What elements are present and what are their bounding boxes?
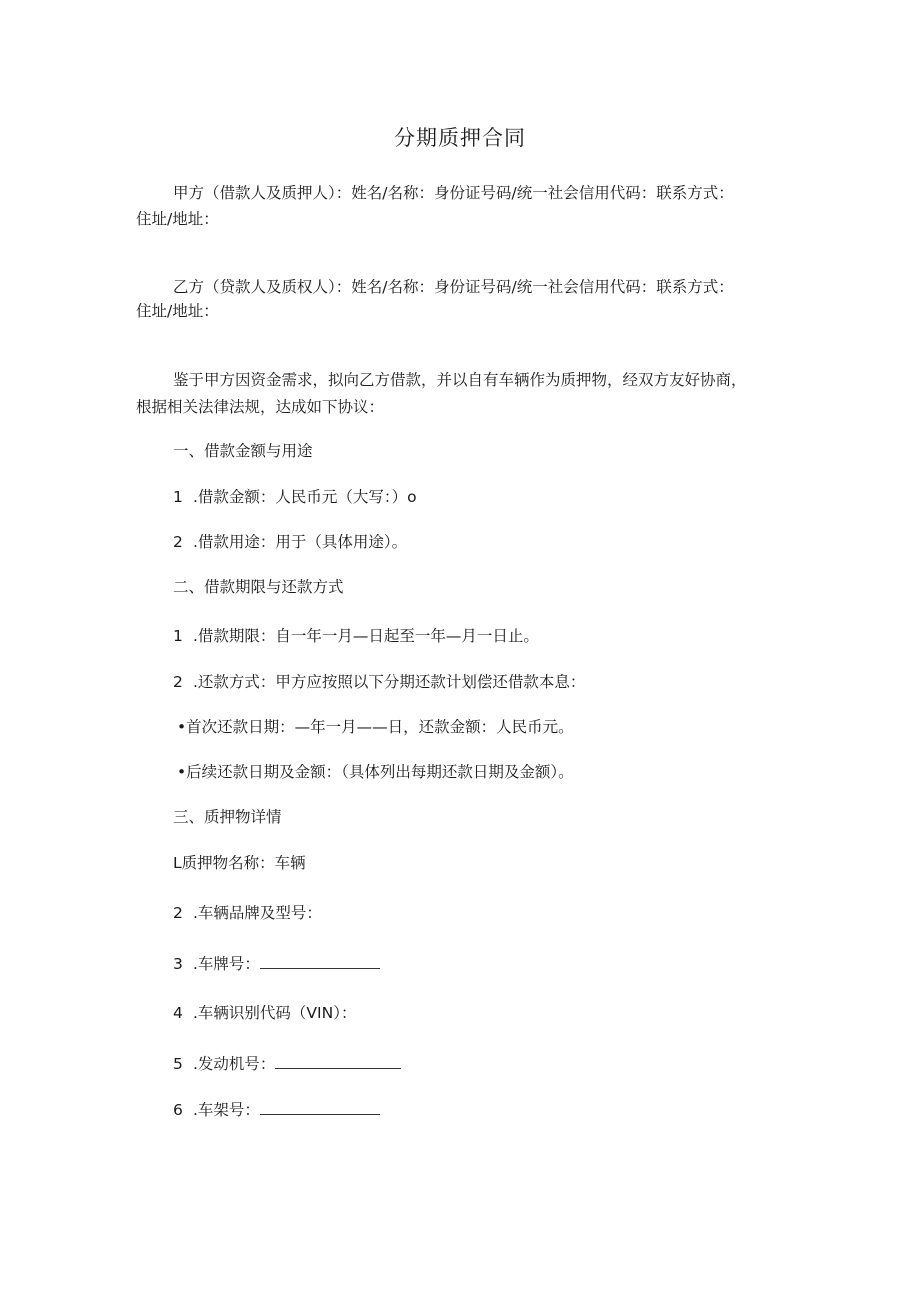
section-2-bullet-1: •首次还款日期：—年一月——日，还款金额：人民币元。: [177, 718, 574, 736]
section-1-heading: 一、借款金额与用途: [173, 442, 313, 460]
preamble-line-1: 鉴于甲方因资金需求，拟向乙方借款，并以自有车辆作为质押物，经双方友好协商，: [173, 371, 747, 389]
item-text: .车辆识别代码（VIN）：: [193, 1004, 357, 1022]
item-text: .发动机号：: [193, 1055, 276, 1073]
item-text: .车架号：: [193, 1101, 260, 1119]
item-text: .车辆品牌及型号：: [193, 904, 322, 922]
item-text: .车牌号：: [193, 955, 260, 973]
item-number: 2: [173, 904, 183, 922]
item-number: 1: [173, 488, 183, 506]
section-3-item-4: [173, 1002, 356, 1024]
section-3-heading: 三、质押物详情: [173, 808, 282, 826]
item-text: .还款方式：甲方应按照以下分期还款计划偿还借款本息：: [193, 673, 586, 691]
section-2-item-1: [173, 625, 539, 647]
section-1-item-1: [173, 486, 417, 508]
section-2-bullet-2: •后续还款日期及金额：（具体列出每期还款日期及金额）。: [177, 763, 574, 781]
section-3-item-3: [173, 953, 380, 975]
preamble-line-2: 根据相关法律法规，达成如下协议：: [136, 398, 385, 416]
item-number: 5: [173, 1055, 183, 1073]
item-text: .借款用途：用于（具体用途）。: [193, 533, 408, 551]
section-2-item-2: [173, 671, 585, 693]
item-number: 4: [173, 1004, 183, 1022]
item-text: .借款期限：自一年一月—日起至一年—月一日止。: [193, 627, 539, 645]
party-a-line-2: 住址/地址：: [136, 210, 219, 228]
item-number: 2: [173, 533, 183, 551]
blank-underline: [260, 1100, 380, 1115]
item-number: 1: [173, 627, 183, 645]
item-number: 6: [173, 1101, 183, 1119]
blank-underline: [275, 1054, 401, 1069]
section-3-item-2: [173, 902, 322, 924]
section-1-item-2: [173, 531, 407, 553]
item-text: .借款金额：人民币元（大写：）o: [193, 488, 417, 506]
section-3-item-1: L质押物名称：车辆: [173, 854, 306, 872]
item-number: 3: [173, 955, 183, 973]
section-2-heading: 二、借款期限与还款方式: [173, 578, 344, 596]
party-a-line-1: 甲方（借款人及质押人）：姓名/名称：身份证号码/统一社会信用代码：联系方式：: [173, 184, 734, 202]
item-number: 2: [173, 673, 183, 691]
party-b-line-1: 乙方（贷款人及质权人）：姓名/名称：身份证号码/统一社会信用代码：联系方式：: [173, 278, 734, 296]
section-3-item-6: [173, 1099, 380, 1121]
section-3-item-5: [173, 1053, 401, 1075]
document-title: 分期质押合同: [394, 126, 526, 150]
party-b-line-2: 住址/地址：: [136, 302, 219, 320]
blank-underline: [260, 954, 380, 969]
